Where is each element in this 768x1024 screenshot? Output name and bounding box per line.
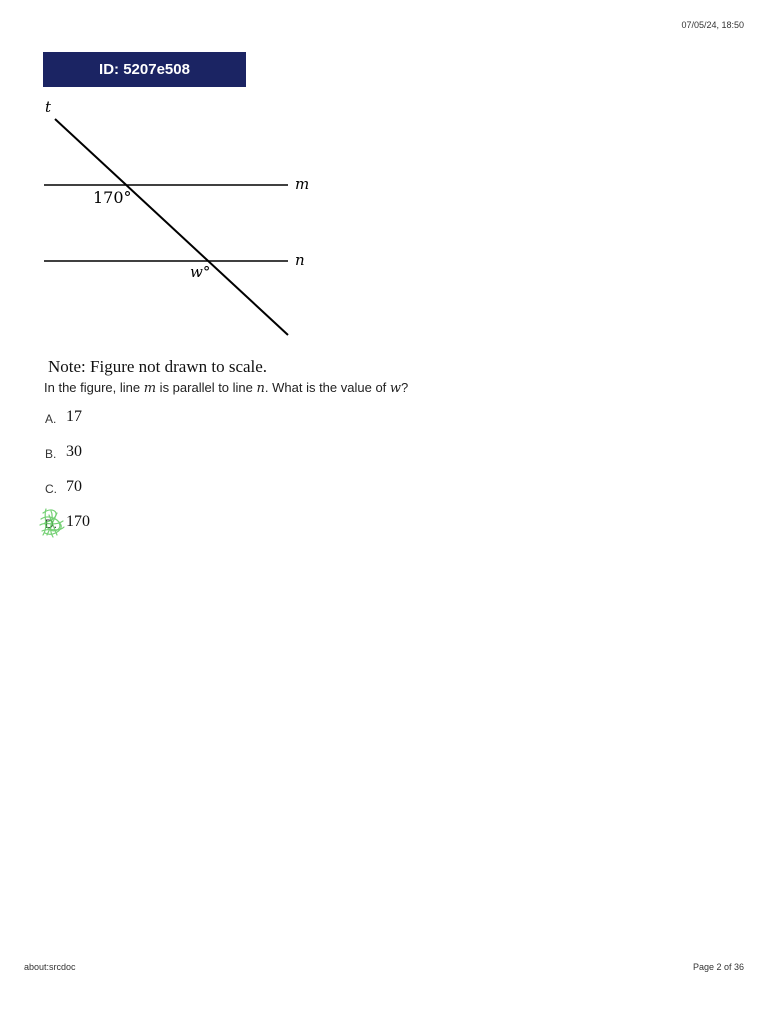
choice-value: 170: [66, 513, 90, 530]
choice-value: 30: [66, 443, 82, 460]
choice-d[interactable]: [45, 513, 90, 548]
stem-text-2: is parallel to line: [156, 380, 257, 395]
choice-letter: A.: [45, 412, 57, 426]
parallel-lines-figure: [30, 95, 330, 345]
choice-letter: D.: [45, 517, 57, 531]
figure-note: Note: Figure not drawn to scale.: [48, 357, 268, 376]
stem-text-3: . What is the value of: [264, 380, 390, 395]
stem-var-w: w: [389, 381, 402, 396]
stem-var-m: m: [143, 381, 157, 396]
answer-choices: [45, 408, 90, 548]
question-stem: [44, 380, 408, 396]
line-m-label: m: [295, 175, 310, 193]
choice-c[interactable]: [45, 478, 90, 513]
choice-value: 70: [66, 478, 82, 495]
choice-a[interactable]: [45, 408, 90, 443]
print-footer-source: about:srcdoc: [24, 962, 76, 972]
stem-text-1: In the figure, line: [44, 380, 144, 395]
stem-var-n: n: [256, 381, 265, 396]
choice-letter: B.: [45, 447, 57, 461]
print-footer-page: Page 2 of 36: [692, 962, 744, 972]
question-id-banner: ID: 5207e508: [43, 52, 246, 87]
stem-text-4: ?: [401, 380, 409, 395]
angle-w-label: w°: [190, 263, 211, 281]
choice-b[interactable]: [45, 443, 90, 478]
choice-letter: C.: [45, 482, 57, 496]
angle-170-label: 170°: [93, 188, 132, 207]
transversal-line-t: [55, 119, 288, 335]
line-n-label: n: [295, 251, 305, 269]
print-datetime: 07/05/24, 18:50: [681, 20, 744, 30]
transversal-label: t: [45, 98, 52, 116]
choice-value: 17: [66, 408, 82, 425]
